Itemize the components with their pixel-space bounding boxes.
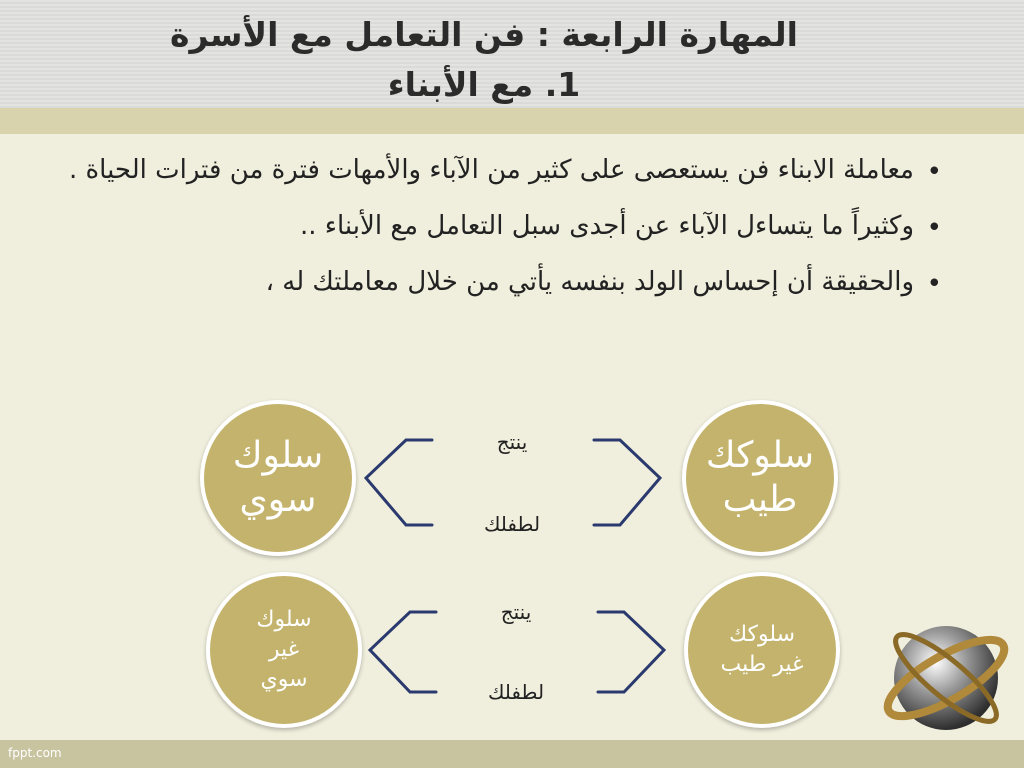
globe-icon — [876, 610, 1016, 750]
row2-top-word: ينتج — [500, 600, 532, 624]
row2-left-circle — [206, 572, 362, 728]
bullet-text: معاملة الابناء فن يستعصى على كثير من الآباء والأمهات فترة من فترات الحياة . — [69, 155, 914, 185]
row2-left-circle-label: سلوك غير سوي — [256, 607, 312, 692]
bullet-text: وكثيراً ما يتساءل الآباء عن أجدى سبل التعامل مع الأبناء .. — [299, 211, 914, 241]
row1-left-circle — [200, 400, 356, 556]
row2-right-circle — [684, 572, 840, 728]
bullet-dot: • — [926, 157, 942, 187]
row1-right-circle — [682, 400, 838, 556]
bullet-dot: • — [926, 213, 942, 243]
row1-right-circle-label: سلوكك طيب — [705, 435, 815, 520]
row1-right-bracket — [594, 440, 660, 525]
bullet-dot: • — [926, 269, 942, 299]
title-line-1: المهارة الرابعة : فن التعامل مع الأسرة — [170, 15, 798, 54]
row2-right-circle-label: سلوكك غير طيب — [720, 622, 804, 677]
footer-band — [0, 740, 1024, 768]
row2-right-bracket — [598, 612, 664, 692]
row1-top-word: ينتج — [496, 430, 528, 454]
row1-left-circle-label: سلوك سوي — [232, 435, 324, 520]
row1-left-bracket — [366, 440, 432, 525]
footer-brand: fppt.com — [8, 746, 62, 760]
row2-bottom-word: لطفلك — [487, 680, 545, 704]
row1-bottom-word: لطفلك — [483, 512, 541, 536]
bullet-text: والحقيقة أن إحساس الولد بنفسه يأتي من خلال معاملتك له ، — [265, 267, 914, 297]
row2-left-bracket — [370, 612, 436, 692]
title-line-2: 1. مع الأبناء — [387, 65, 581, 104]
